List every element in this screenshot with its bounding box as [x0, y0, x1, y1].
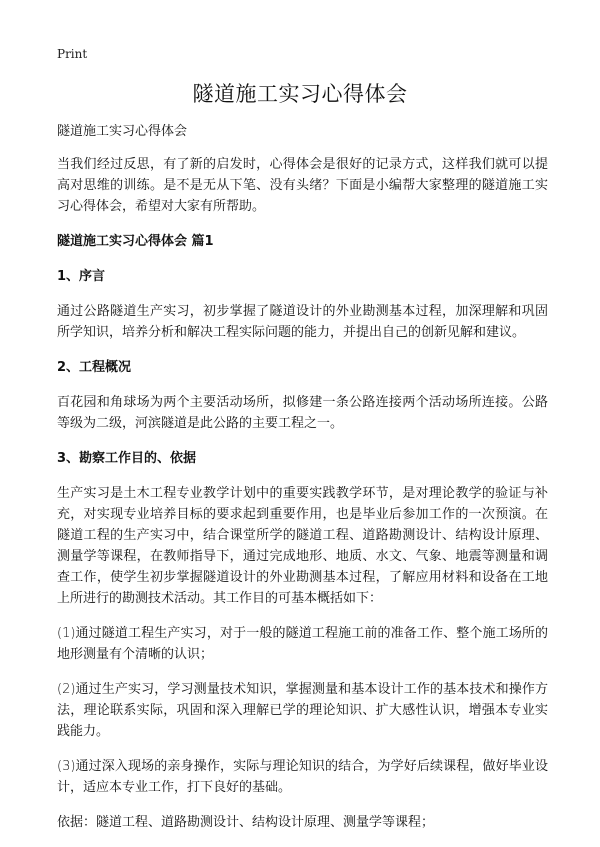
- section-title: 隧道施工实习心得体会 篇1: [57, 234, 214, 249]
- article-body: [57, 121, 548, 847]
- paragraph-item-2: (2)通过生产实习，学习测量技术知识，掌握测量和基本设计工作的基本技术和操作方法，理论联系实际，巩固和深入理解已学的理论知识、扩大感性认识，增强本专业实践能力。: [57, 682, 548, 739]
- heading-preface: 1、序言: [57, 269, 106, 284]
- print-label: Print: [57, 47, 88, 61]
- article-subtitle: 隧道施工实习心得体会: [57, 124, 188, 139]
- paragraph-item-3: (3)通过深入现场的亲身操作，实际与理论知识的结合，为学好后续课程，做好毕业设计，适应本专业工作，打下良好的基础。: [57, 759, 548, 795]
- heading-project-overview: 2、工程概况: [57, 360, 132, 375]
- paragraph-basis: 依据：隧道工程、道路勘测设计、结构设计原理、测量学等课程；: [57, 815, 435, 830]
- paragraph-project-overview: 百花园和角球场为两个主要活动场所，拟修建一条公路连接两个活动场所连接。公路等级为二级，河滨隧道是此公路的主要工程之一。: [57, 395, 548, 431]
- page-title: 隧道施工实习心得体会: [192, 82, 408, 106]
- heading-survey-purpose: 3、勘察工作目的、依据: [57, 451, 197, 466]
- paragraph-survey-purpose: 生产实习是土木工程专业教学计划中的重要实践教学环节，是对理论教学的验证与补充，对实现专业培养目标的要求起到重要作用，也是毕业后参加工作的一次预演。在隧道工程的生产实习中，结合课堂所学的隧道工程、道路勘测设计、结构设计原理、测量学等课程，在教师指导下，通过完成地形、地质、水文、气象、地震等测量和调查工作，使学生初步掌握隧道设计的外业勘测基本过程，了解应用材料和设备在工地上所进行的勘测技术活动。其工作目的可基本概括如下：: [57, 486, 548, 606]
- paragraph-item-1: (1)通过隧道工程生产实习，对于一般的隧道工程施工前的准备工作、整个施工场所的地形测量有个清晰的认识；: [57, 626, 548, 662]
- paragraph-preface: 通过公路隧道生产实习，初步掌握了隧道设计的外业勘测基本过程，加深理解和巩固所学知识，培养分析和解决工程实际问题的能力，并提出自己的创新见解和建议。: [57, 304, 548, 340]
- intro-paragraph: 当我们经过反思，有了新的启发时，心得体会是很好的记录方式，这样我们就可以提高对思维的训练。是不是无从下笔、没有头绪？下面是小编帮大家整理的隧道施工实习心得体会，希望对大家有所帮助。: [57, 157, 548, 214]
